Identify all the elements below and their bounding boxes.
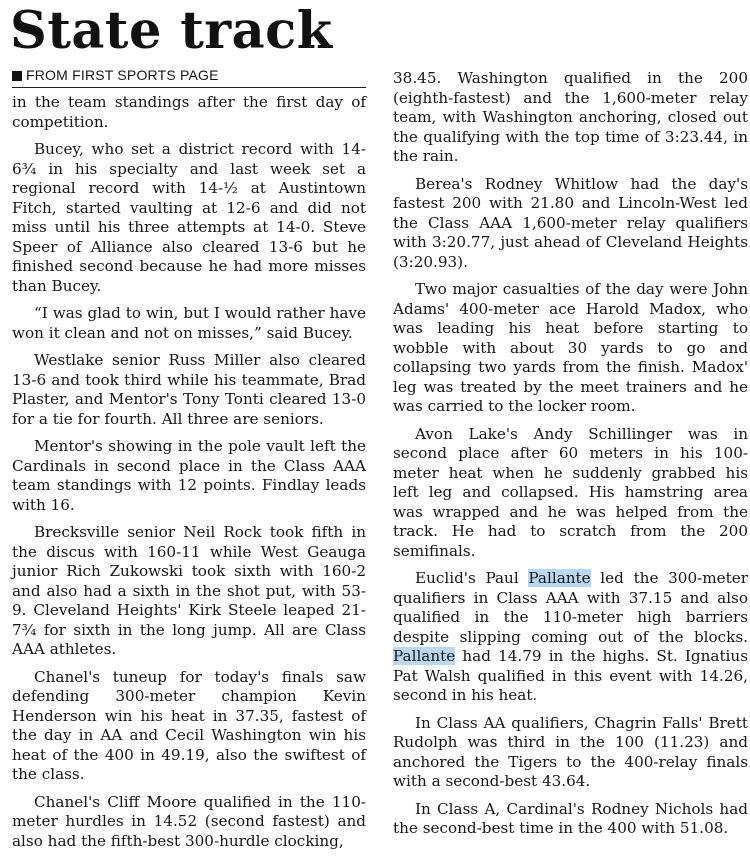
headline: State track — [10, 1, 333, 61]
kicker-text: FROM FIRST SPORTS PAGE — [26, 67, 219, 83]
paragraph: Berea's Rodney Whitlow had the day's fastest 200 with 21.80 and Lincoln-West led the Class AAA 1,600-meter relay qualifiers with 3:20.77, just ahead of Cleveland Heights (3:20.93). — [393, 174, 748, 271]
square-bullet-icon — [12, 71, 22, 81]
text-run: had 14.79 in the highs. St. Ignatius Pat Walsh qualified in this event with 14.26, second in his heat. — [393, 647, 748, 704]
text-run: Euclid's Paul — [415, 569, 529, 587]
right-column — [393, 69, 748, 847]
paragraph: In Class AA qualifiers, Chagrin Falls' Brett Rudolph was third in the 100 (11.23) and anchored the Tigers to the 400-relay finals with a second-best 43.64. — [393, 713, 748, 790]
paragraph: Bucey, who set a district record with 14-6¾ in his specialty and last week set a regional record with 14-½ at Austintown Fitch, started vaulting at 12-6 and did not miss until his three attempts at 14-0. Steve Speer of Alliance also cleared 13-6 but he finished second because he had more misses than Bucey. — [12, 140, 366, 295]
kicker — [12, 66, 366, 88]
paragraph: In Class A, Cardinal's Rodney Nichols had the second-best time in the 400 with 51.08. — [393, 799, 748, 837]
highlighted-name: Pallante — [393, 647, 456, 665]
paragraph: Brecksville senior Neil Rock took fifth in the discus with 160-11 while West Geauga junior Rich Zukowski took sixth with 160-2 and also had a sixth in the shot put, with 53-9. Cleveland Heights' Kirk Steele leaped 21-7¾ for sixth in the long jump. All are Class AAA athletes. — [12, 523, 366, 658]
paragraph: 38.45. Washington qualified in the 200 (eighth-fastest) and the 1,600-meter relay team, with Washington anchoring, closed out the qualifying with the top time of 3:23.44, in the rain. — [393, 69, 748, 165]
text-run: led the 300-meter qualifiers in Class AAA with 37.15 and also qualified in the 110-meter high barriers despite slipping coming out of the blocks. — [393, 569, 748, 646]
paragraph: Westlake senior Russ Miller also cleared 13-6 and took third while his teammate, Brad Plaster, and Mentor's Tony Tonti cleared 13-0 for a tie for fourth. All three are seniors. — [12, 351, 366, 428]
paragraph: Avon Lake's Andy Schillinger was in second place after 60 meters in his 100-meter heat when he suddenly grabbed his left leg and collapsed. His hamstring area was wrapped and he was helped from the track. He had to scratch from the 200 semifinals. — [393, 424, 748, 560]
paragraph: Two major casualties of the day were John Adams' 400-meter ace Harold Madox, who was leading his heat before starting to wobble with about 30 yards to go and collapsing two yards from the finish. Madox' leg was treated by the meet trainers and he was carried to the locker room. — [393, 280, 748, 415]
paragraph: “I was glad to win, but I would rather have won it clean and not on misses,” said Bucey. — [12, 304, 366, 342]
highlighted-name: Pallante — [528, 569, 591, 587]
paragraph-pallante — [393, 569, 748, 706]
paragraph: Chanel's tuneup for today's finals saw defending 300-meter champion Kevin Henderson win his heat in 37.35, fastest of the day in AA and Cecil Washington win his heat of the 400 in 49.19, also the swiftest of the class. — [12, 667, 366, 783]
paragraph: in the team standings after the first day of competition. — [12, 93, 366, 131]
paragraph: Mentor's showing in the pole vault left the Cardinals in second place in the Class AAA team standings with 12 points. Findlay leads with 16. — [12, 437, 366, 514]
paragraph: Chanel's Cliff Moore qualified in the 110-meter hurdles in 14.52 (second fastest) and also had the fifth-best 300-hurdle clocking, — [12, 792, 366, 850]
left-column — [12, 66, 366, 859]
